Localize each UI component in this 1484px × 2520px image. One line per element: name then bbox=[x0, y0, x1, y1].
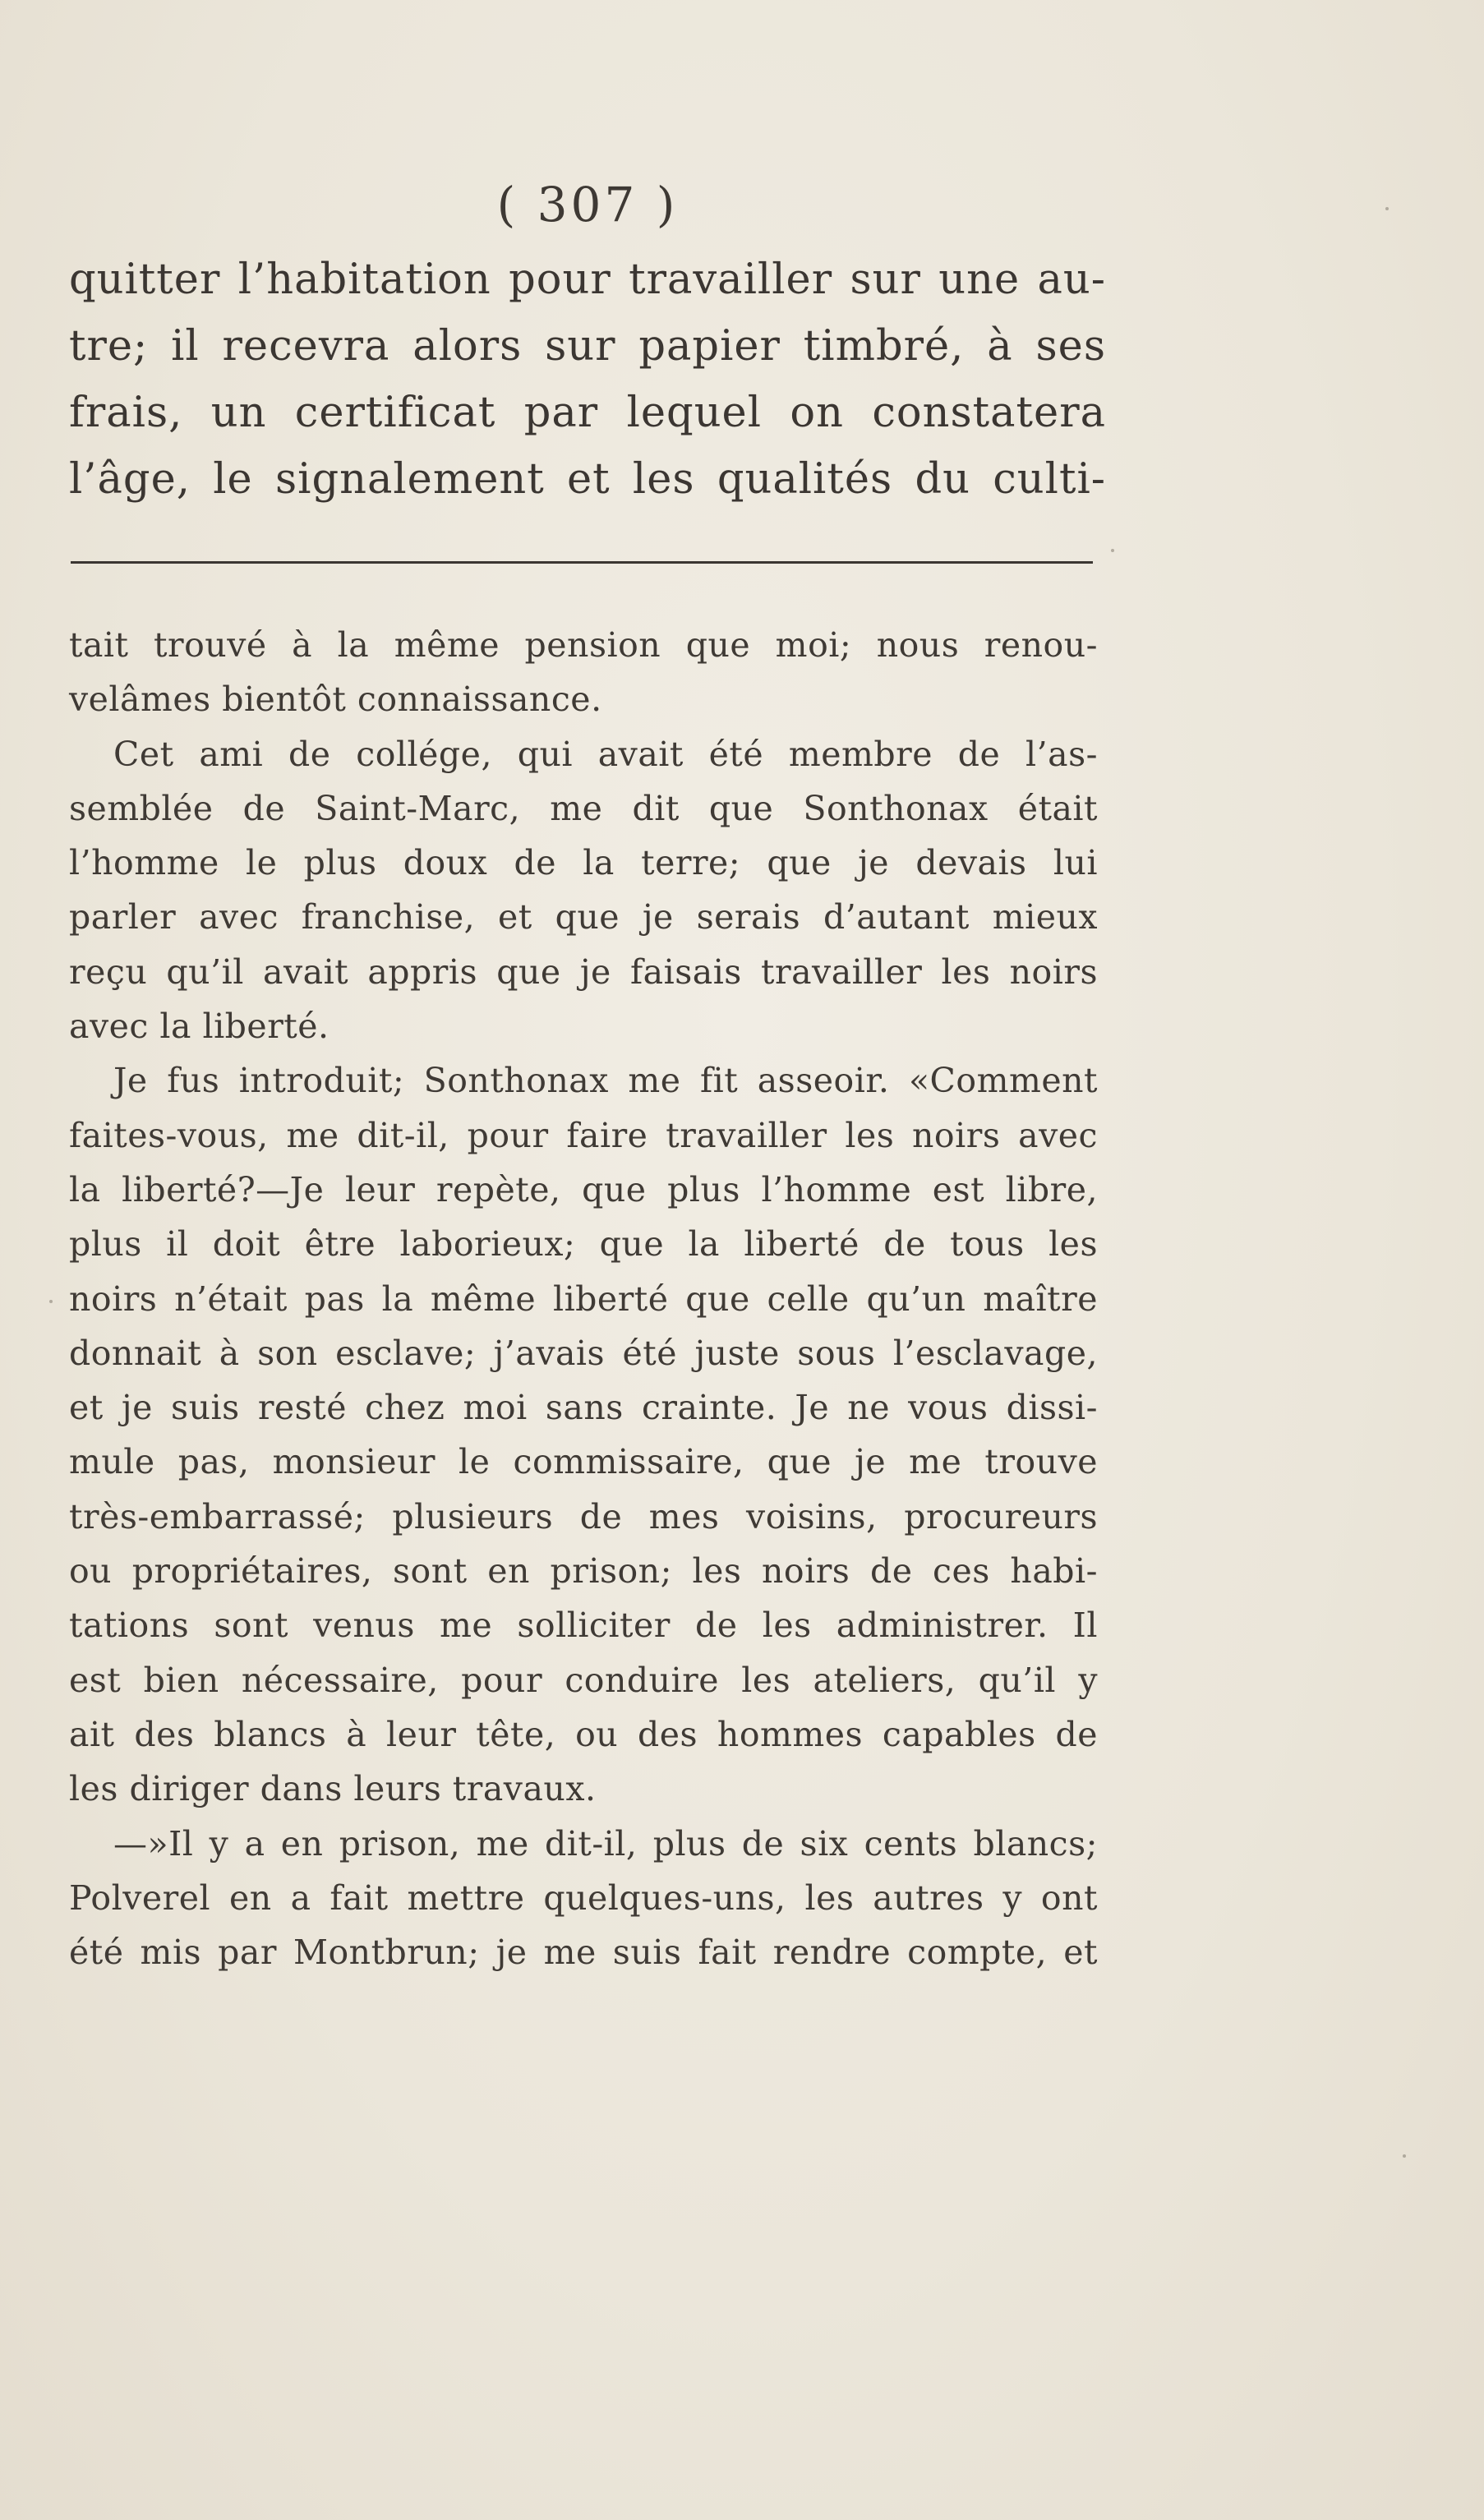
text-line: quitter l’habitation pour travailler sur une au- bbox=[69, 256, 1106, 304]
text-line: très-embarrassé; plusieurs de mes voisins, procureurs bbox=[69, 1496, 1098, 1536]
text-line: Polverel en a fait mettre quelques-uns, les autres y ont bbox=[69, 1877, 1098, 1918]
text-line: tait trouvé à la même pension que moi; nous renou- bbox=[69, 625, 1098, 665]
text-line: Cet ami de collége, qui avait été membre de l’as- bbox=[113, 734, 1098, 774]
text-line: frais, un certificat par lequel on constatera bbox=[69, 389, 1106, 437]
main-text-block bbox=[69, 246, 1106, 513]
footnote-separator-rule bbox=[71, 561, 1093, 564]
text-line: été mis par Montbrun; je me suis fait rendre compte, et bbox=[69, 1933, 1098, 1973]
text-line: parler avec franchise, et que je serais d’autant mieux bbox=[69, 897, 1098, 938]
text-line: donnait à son esclave; j’avais été juste sous l’esclavage, bbox=[69, 1333, 1098, 1373]
text-line: mule pas, monsieur le commissaire, que je me trouve bbox=[69, 1442, 1098, 1482]
text-line: tations sont venus me solliciter de les administrer. Il bbox=[69, 1606, 1098, 1646]
text-line: velâmes bientôt connaissance. bbox=[69, 680, 602, 720]
text-line: Je fus introduit; Sonthonax me fit asseoir. «Comment bbox=[113, 1061, 1098, 1101]
text-line: tre; il recevra alors sur papier timbré, à ses bbox=[69, 322, 1106, 371]
text-line: —»Il y a en prison, me dit-il, plus de six cents blancs; bbox=[113, 1823, 1098, 1864]
text-line: et je suis resté chez moi sans crainte. Je ne vous dissi- bbox=[69, 1388, 1098, 1428]
footnote-text-block bbox=[69, 618, 1098, 1979]
paper-speck bbox=[1111, 549, 1114, 552]
text-line: semblée de Saint-Marc, me dit que Sonthonax était bbox=[69, 788, 1098, 828]
text-line: faites-vous, me dit-il, pour faire travailler les noirs avec bbox=[69, 1115, 1098, 1155]
text-line: ou propriétaires, sont en prison; les noirs de ces habi- bbox=[69, 1551, 1098, 1592]
page-number: ( 307 ) bbox=[496, 177, 679, 233]
text-line: la liberté?—Je leur repète, que plus l’homme est libre, bbox=[69, 1169, 1098, 1209]
text-line: avec la liberté. bbox=[69, 1007, 330, 1047]
paper-speck bbox=[1385, 207, 1389, 210]
text-line: noirs n’était pas la même liberté que celle qu’un maître bbox=[69, 1278, 1098, 1319]
text-line: l’âge, le signalement et les qualités du culti- bbox=[69, 455, 1106, 504]
text-line: est bien nécessaire, pour conduire les ateliers, qu’il y bbox=[69, 1660, 1098, 1700]
text-line: l’homme le plus doux de la terre; que je devais lui bbox=[69, 843, 1098, 883]
text-line: les diriger dans leurs travaux. bbox=[69, 1769, 597, 1809]
text-line: ait des blancs à leur tête, ou des hommes capables de bbox=[69, 1714, 1098, 1754]
paper-speck bbox=[1403, 2154, 1406, 2158]
text-line: reçu qu’il avait appris que je faisais travailler les noirs bbox=[69, 951, 1098, 992]
text-line: plus il doit être laborieux; que la liberté de tous les bbox=[69, 1224, 1098, 1265]
paper-speck bbox=[49, 1300, 53, 1303]
